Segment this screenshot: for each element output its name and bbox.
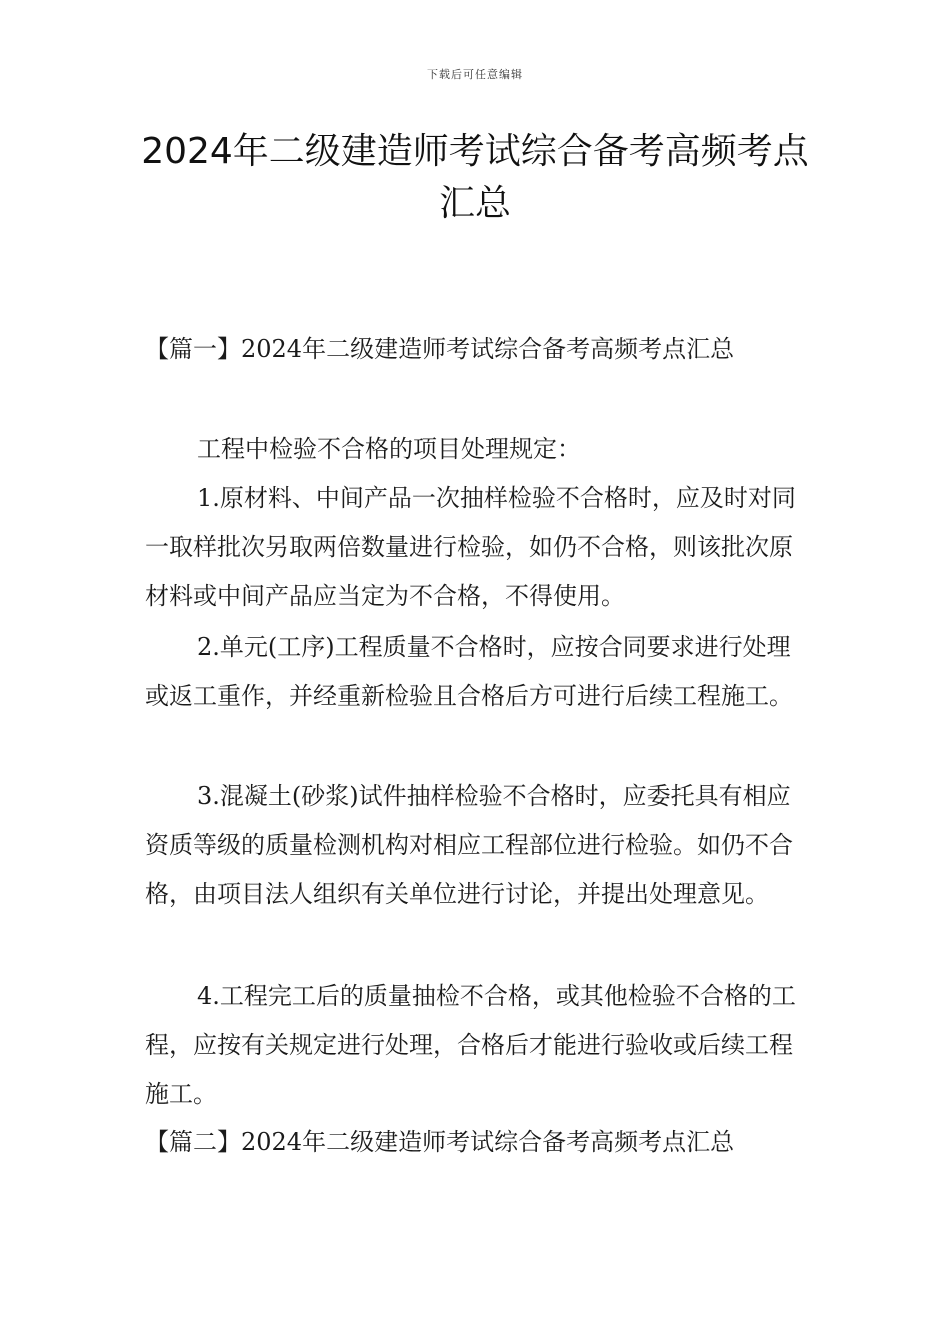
section-heading-2: 【篇二】2024年二级建造师考试综合备考高频考点汇总 (145, 1128, 735, 1156)
list-item-3: 3.混凝土(砂浆)试件抽样检验不合格时，应委托具有相应资质等级的质量检测机构对相应工程部位进行检验。如仍不合格，由项目法人组织有关单位进行讨论，并提出处理意见。 (145, 782, 793, 908)
header-note: 下载后可任意编辑 (427, 68, 523, 81)
document-title: 2024年二级建造师考试综合备考高频考点汇总 (141, 131, 809, 224)
list-item-2: 2.单元(工序)工程质量不合格时，应按合同要求进行处理或返工重作，并经重新检验且合格后方可进行后续工程施工。 (145, 633, 793, 710)
list-item-4: 4.工程完工后的质量抽检不合格，或其他检验不合格的工程，应按有关规定进行处理，合格后才能进行验收或后续工程施工。 (145, 982, 796, 1108)
section-intro: 工程中检验不合格的项目处理规定： (197, 435, 581, 463)
section-heading-1: 【篇一】2024年二级建造师考试综合备考高频考点汇总 (145, 335, 735, 363)
list-item-1: 1.原材料、中间产品一次抽样检验不合格时，应及时对同一取样批次另取两倍数量进行检验，如仍不合格，则该批次原材料或中间产品应当定为不合格，不得使用。 (145, 484, 796, 610)
